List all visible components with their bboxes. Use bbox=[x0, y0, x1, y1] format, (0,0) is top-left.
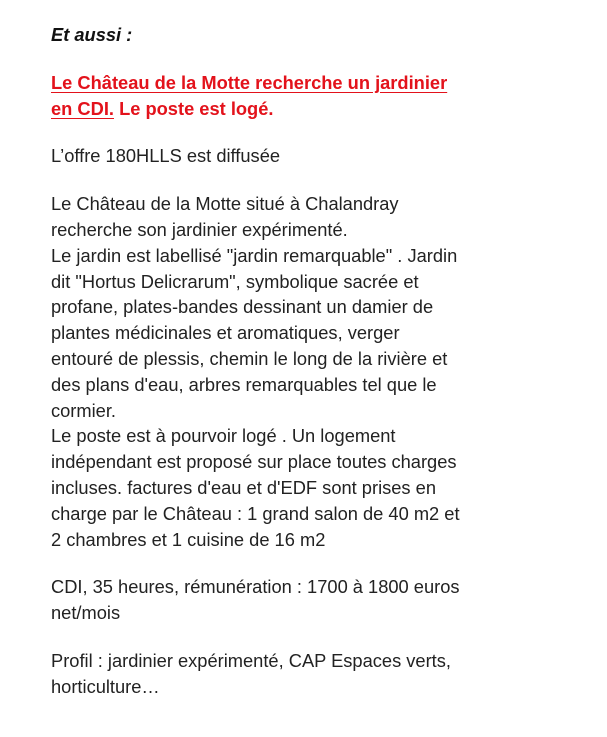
job-headline bbox=[51, 70, 461, 122]
candidate-profile: Profil : jardinier expérimenté, CAP Espaces verts, horticulture… bbox=[51, 649, 451, 697]
description-location: Le Château de la Motte situé à Chalandray recherche son jardinier expérimenté. bbox=[51, 193, 399, 240]
job-article bbox=[51, 22, 461, 722]
headline-suffix: Le poste est logé. bbox=[113, 97, 274, 119]
description-housing: Le poste est à pourvoir logé . Un logement indépendant est proposé sur place toutes charges incluses. factures d'eau et d'EDF sont prises en charge par le Château : 1 grand salon de 40 m2 et 2 chambres et 1 cuisine de 16 m2 bbox=[51, 425, 460, 550]
job-description bbox=[51, 191, 461, 552]
section-heading: Et aussi : bbox=[51, 24, 133, 45]
headline-link[interactable]: Le Château de la Motte recherche un jardinier en CDI. bbox=[51, 71, 448, 119]
contract-terms: CDI, 35 heures, rémunération : 1700 à 1800 euros net/mois bbox=[51, 576, 460, 624]
description-garden: Le jardin est labellisé "jardin remarquable" . Jardin dit "Hortus Delicrarum", symbolique sacrée et profane, plates-bandes dessinant un damier de plantes médicinales et aromatiques, verger entouré de plessis, chemin le long de la rivière et des plans d'eau, arbres remarquables tel que le cormier. bbox=[51, 244, 458, 421]
offer-reference: L’offre 180HLLS est diffusée bbox=[51, 145, 281, 167]
